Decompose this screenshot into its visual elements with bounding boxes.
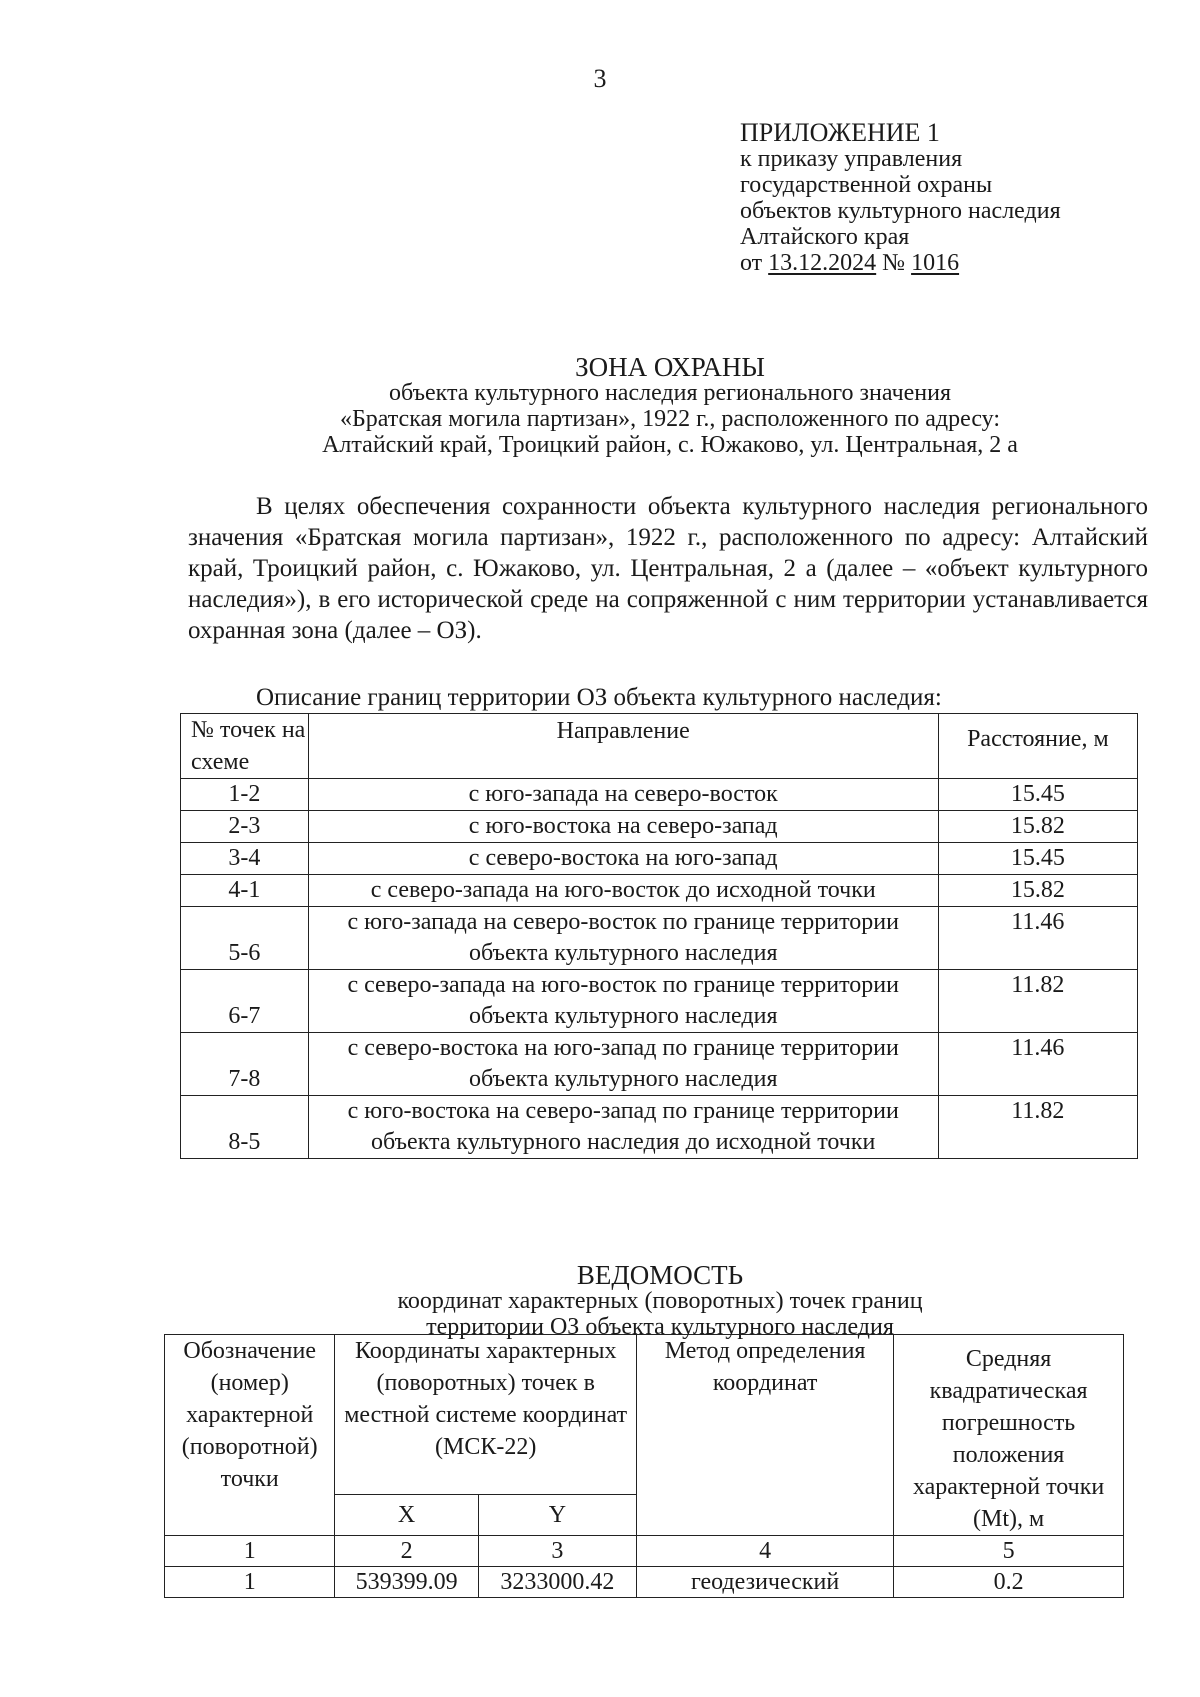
column-number: 1 (165, 1536, 335, 1567)
cell-distance: 15.82 (938, 811, 1137, 843)
boundary-caption: Описание границ территории ОЗ объекта культурного наследия: (256, 684, 942, 711)
coordinates-table (164, 1334, 1124, 1598)
zone-subtitle: объекта культурного наследия регионального значения (388, 380, 952, 406)
vedomost-title-block (180, 1262, 1140, 1340)
cell-direction: с северо-востока на юго-запад по границе территории объекта культурного наследия (308, 1033, 938, 1096)
cell-distance: 11.82 (938, 970, 1137, 1033)
cell-points: 7-8 (181, 1033, 309, 1096)
table-row (181, 875, 1138, 907)
appendix-title: ПРИЛОЖЕНИЕ 1 (740, 118, 940, 147)
table-row (181, 811, 1138, 843)
table-row (181, 1096, 1138, 1159)
order-number: 1016 (911, 250, 960, 276)
header-y: Y (478, 1495, 636, 1536)
cell-points: 1-2 (181, 779, 309, 811)
cell-distance: 15.82 (938, 875, 1137, 907)
cell-direction: с юго-запада на северо-восток (308, 779, 938, 811)
order-date: 13.12.2024 (768, 250, 877, 276)
appendix-block (740, 120, 1061, 276)
cell-direction: с юго-востока на северо-запад (308, 811, 938, 843)
zone-subtitle: «Братская могила партизан», 1922 г., расположенного по адресу: (339, 406, 1001, 432)
cell-points: 4-1 (181, 875, 309, 907)
cell-points: 6-7 (181, 970, 309, 1033)
table-row (181, 779, 1138, 811)
boundary-table-header (181, 714, 1138, 779)
cell-method: геодезический (637, 1567, 894, 1598)
appendix-date-line (740, 250, 1061, 276)
vedomost-subtitle: территории ОЗ объекта культурного наследия (426, 1314, 894, 1340)
intro-paragraph: В целях обеспечения сохранности объекта культурного наследия регионального значения «Братская могила партизан», 1922 г., расположенного по адресу: Алтайский край, Троицкий район, с. Южаково, ул. Центральная, 2 а (далее – «объект культурного наследия»), в его исторической среде на сопряженной с ним территории устанавливается охранная зона (далее – ОЗ). (188, 493, 1148, 644)
appendix-line: к приказу управления (740, 146, 963, 172)
cell-error: 0.2 (894, 1567, 1124, 1598)
header-direction: Направление (308, 714, 938, 779)
header-error: Средняя квадратическая погрешность положения характерной точки (Mt), м (894, 1335, 1124, 1536)
cell-distance: 15.45 (938, 843, 1137, 875)
header-x: X (335, 1495, 478, 1536)
zone-heading: ЗОНА ОХРАНЫ (575, 352, 765, 382)
column-number: 5 (894, 1536, 1124, 1567)
column-numbers-row (165, 1536, 1124, 1567)
header-points: № точек на схеме (181, 714, 309, 779)
zone-title-block (180, 354, 1160, 458)
table-row (181, 970, 1138, 1033)
cell-direction: с юго-востока на северо-запад по границе территории объекта культурного наследия до исходной точки (308, 1096, 938, 1159)
cell-distance: 15.45 (938, 779, 1137, 811)
table-row (181, 907, 1138, 970)
page-number: 3 (593, 64, 607, 93)
cell-distance: 11.46 (938, 1033, 1137, 1096)
table-row (165, 1567, 1124, 1598)
appendix-line: Алтайского края (740, 224, 910, 250)
cell-direction: с северо-востока на юго-запад (308, 843, 938, 875)
cell-distance: 11.46 (938, 907, 1137, 970)
header-designation: Обозначение (номер) характерной (поворотной) точки (165, 1335, 335, 1536)
boundary-table (180, 713, 1138, 1159)
header-coordinates: Координаты характерных (поворотных) точек в местной системе координат (МСК-22) (335, 1335, 637, 1495)
column-number: 4 (637, 1536, 894, 1567)
coords-header-row (165, 1335, 1124, 1495)
number-sign: № (882, 250, 906, 276)
cell-y: 3233000.42 (478, 1567, 636, 1598)
cell-points: 3-4 (181, 843, 309, 875)
cell-direction: с юго-запада на северо-восток по границе территории объекта культурного наследия (308, 907, 938, 970)
cell-points: 2-3 (181, 811, 309, 843)
cell-x: 539399.09 (335, 1567, 478, 1598)
vedomost-heading: ВЕДОМОСТЬ (576, 1260, 744, 1290)
table-row (181, 1033, 1138, 1096)
cell-points: 5-6 (181, 907, 309, 970)
header-distance: Расстояние, м (938, 714, 1137, 779)
date-prefix: от (740, 250, 763, 276)
cell-designation: 1 (165, 1567, 335, 1598)
cell-distance: 11.82 (938, 1096, 1137, 1159)
table-row (181, 843, 1138, 875)
vedomost-subtitle: координат характерных (поворотных) точек границ (397, 1288, 923, 1314)
appendix-line: объектов культурного наследия (740, 198, 1061, 224)
column-number: 2 (335, 1536, 478, 1567)
cell-points: 8-5 (181, 1096, 309, 1159)
header-method: Метод определения координат (637, 1335, 894, 1536)
appendix-line: государственной охраны (740, 172, 993, 198)
zone-subtitle: Алтайский край, Троицкий район, с. Южаково, ул. Центральная, 2 а (322, 432, 1018, 458)
column-number: 3 (478, 1536, 636, 1567)
cell-direction: с северо-запада на юго-восток по границе территории объекта культурного наследия (308, 970, 938, 1033)
cell-direction: с северо-запада на юго-восток до исходной точки (308, 875, 938, 907)
